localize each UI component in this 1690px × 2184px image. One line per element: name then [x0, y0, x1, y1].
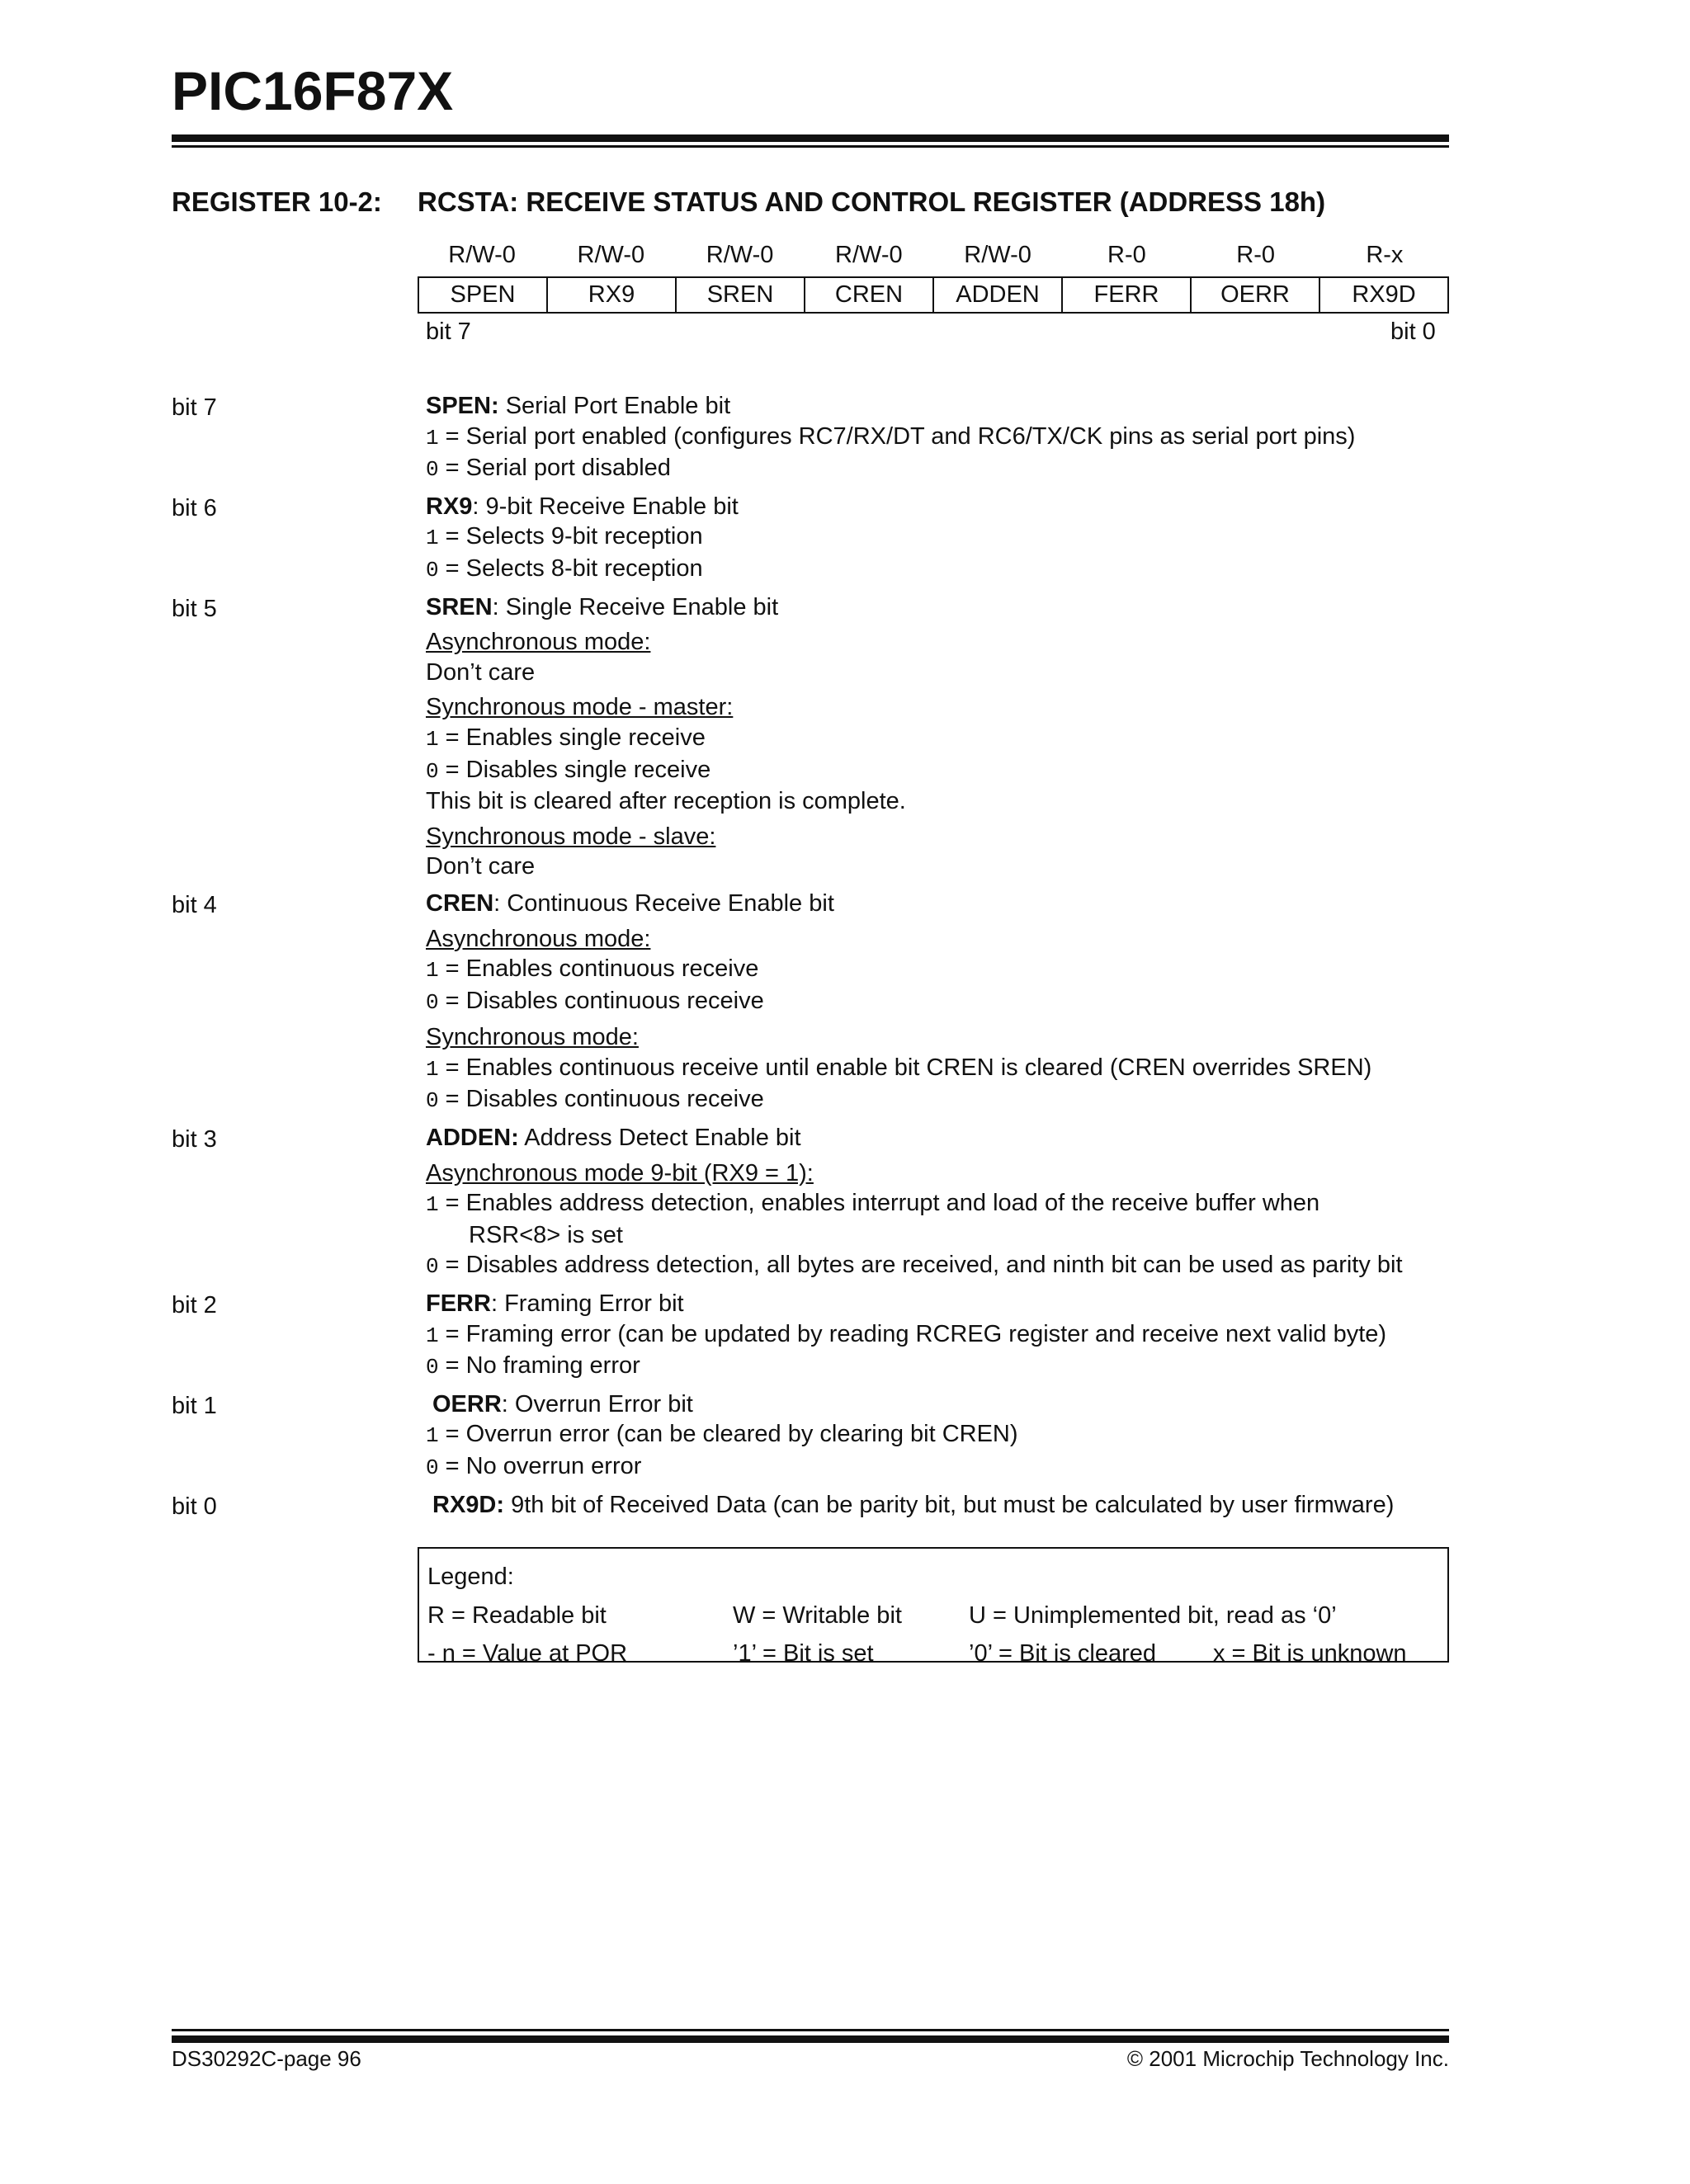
header-rule-thin — [172, 145, 1449, 148]
bit-access-cell: R/W-0 — [835, 242, 903, 268]
register-label: REGISTER 10-2: — [172, 186, 382, 217]
bit-name: SPEN: — [426, 393, 499, 419]
footer-copyright: © 2001 Microchip Technology Inc. — [1126, 2046, 1449, 2071]
bit-value: 0 — [426, 1355, 439, 1380]
mode-heading: Asynchronous mode: — [426, 925, 651, 952]
bit-value-text: = Selects 9-bit reception — [438, 523, 703, 550]
bit-name: OERR — [432, 1390, 502, 1417]
bit-value: 0 — [426, 1254, 439, 1280]
bit-label: bit 5 — [172, 595, 217, 622]
bit-value-text: = No overrun error — [438, 1453, 642, 1479]
bit-value: 1 — [426, 1423, 439, 1449]
bit-value: 0 — [426, 457, 439, 483]
bit-name: RX9 — [426, 493, 473, 520]
bit-1-entry — [172, 1389, 1459, 1484]
bit-value-text: = Disables single receive — [438, 756, 711, 783]
mode-heading: Synchronous mode: — [426, 1024, 639, 1051]
bit-description: : Overrun Error bit — [501, 1390, 693, 1417]
legend-box — [418, 1547, 1449, 1667]
bit-description: : Framing Error bit — [490, 1290, 684, 1318]
bit-value-text: = Framing error (can be updated by reading RCREG register and receive next valid byte) — [438, 1320, 1387, 1347]
bit-name: FERR — [426, 1290, 491, 1318]
mode-text: Don’t care — [426, 853, 536, 880]
mode-heading: Asynchronous mode: — [426, 629, 651, 656]
bit-name: ADDEN: — [426, 1125, 519, 1152]
bit-access-cell: R/W-0 — [964, 242, 1031, 268]
bit-description: : 9-bit Receive Enable bit — [472, 493, 739, 520]
bit-value: 1 — [426, 726, 439, 752]
bit-name-cell: OERR — [1192, 278, 1320, 312]
bit-label: bit 1 — [172, 1392, 217, 1419]
legend-cleared: ’0’ = Bit is cleared — [969, 1640, 1157, 1667]
lsb-label: bit 0 — [1390, 318, 1436, 345]
msb-label: bit 7 — [426, 318, 471, 345]
bit-access-cell: R-0 — [1236, 242, 1275, 268]
bit-access-cell: R/W-0 — [577, 242, 645, 268]
bit-5-entry — [172, 592, 1459, 882]
register-title: RCSTA: RECEIVE STATUS AND CONTROL REGISTER (ADDRESS 18h) — [418, 186, 1326, 217]
mode-heading: Asynchronous mode 9-bit (RX9 = 1): — [426, 1159, 814, 1186]
legend-writable: W = Writable bit — [733, 1602, 902, 1629]
legend-title: Legend: — [427, 1564, 514, 1590]
legend-por: - n = Value at POR — [427, 1640, 628, 1667]
bit-value-text: = Selects 8-bit reception — [438, 554, 703, 582]
bit-name: CREN — [426, 889, 494, 917]
document-title: PIC16F87X — [172, 60, 454, 121]
bit-value: 1 — [426, 425, 439, 450]
footer-rule-thick — [172, 2035, 1449, 2043]
bit-value: 1 — [426, 1192, 439, 1218]
bit-label: bit 0 — [172, 1493, 217, 1520]
bit-3-entry — [172, 1123, 1459, 1282]
bit-value-text: = Serial port enabled (configures RC7/RX/DT and RC6/TX/CK pins as serial port pins) — [438, 422, 1356, 450]
bit-label: bit 7 — [172, 394, 217, 421]
bit-value-text: = Enables address detection, enables interrupt and load of the receive buffer when — [438, 1190, 1320, 1217]
bit-value: 0 — [426, 1088, 439, 1114]
bit-value-continuation: RSR<8> is set — [469, 1221, 623, 1248]
legend-set: ’1’ = Bit is set — [733, 1640, 874, 1667]
bit-0-entry — [172, 1490, 1459, 1521]
bit-description: Serial Port Enable bit — [498, 393, 731, 419]
footer-rule-thin — [172, 2029, 1449, 2031]
bit-value-text: = Enables continuous receive until enable bit CREN is cleared (CREN overrides SREN) — [438, 1054, 1372, 1081]
legend-unimplemented: U = Unimplemented bit, read as ‘0’ — [969, 1602, 1337, 1629]
bit-value-text: = Disables address detection, all bytes are received, and ninth bit can be used as parity bit — [438, 1252, 1403, 1279]
bit-name: SREN — [426, 593, 493, 620]
bit-label: bit 4 — [172, 891, 217, 918]
bit-name-cell: CREN — [805, 278, 934, 312]
bit-value: 1 — [426, 958, 439, 984]
mode-text: Don’t care — [426, 658, 536, 686]
bit-name-cell: ADDEN — [934, 278, 1063, 312]
bit-description: Address Detect Enable bit — [518, 1125, 801, 1152]
bit-2-entry — [172, 1289, 1459, 1383]
bit-descriptions — [172, 391, 1459, 1527]
bit-name-cell: SREN — [677, 278, 805, 312]
bit-value: 0 — [426, 1455, 439, 1480]
bit-names-row — [418, 276, 1449, 314]
mode-heading: Synchronous mode - slave: — [426, 823, 716, 850]
bit-value: 0 — [426, 758, 439, 784]
mode-heading: Synchronous mode - master: — [426, 694, 734, 721]
bit-value-text: = Disables continuous receive — [438, 1086, 764, 1113]
bit-value-text: = Enables continuous receive — [438, 955, 759, 983]
mode-note: This bit is cleared after reception is complete. — [426, 788, 906, 815]
bit-access-row — [418, 242, 1449, 269]
bit-7-entry — [172, 391, 1459, 485]
bit-value-text: = Enables single receive — [438, 724, 706, 751]
bit-6-entry — [172, 492, 1459, 586]
bit-access-cell: R-0 — [1107, 242, 1146, 268]
bit-description: 9th bit of Received Data (can be parity bit, but must be calculated by user firmware) — [504, 1491, 1395, 1518]
bit-access-cell: R/W-0 — [706, 242, 774, 268]
bit-name-cell: FERR — [1063, 278, 1192, 312]
legend-readable: R = Readable bit — [427, 1602, 607, 1629]
footer-page-ref: DS30292C-page 96 — [172, 2046, 361, 2071]
bit-value-text: = No framing error — [438, 1352, 640, 1380]
bit-description: : Continuous Receive Enable bit — [493, 889, 834, 917]
header-rule-thick — [172, 134, 1449, 142]
bit-label: bit 6 — [172, 494, 217, 521]
bit-value: 1 — [426, 526, 439, 551]
bit-access-cell: R-x — [1366, 242, 1404, 268]
bit-access-cell: R/W-0 — [448, 242, 516, 268]
bit-4-entry — [172, 889, 1459, 1116]
bit-name: RX9D: — [432, 1491, 505, 1518]
bit-value-text: = Overrun error (can be cleared by clearing bit CREN) — [438, 1421, 1018, 1448]
bit-label: bit 3 — [172, 1126, 217, 1153]
bit-value: 1 — [426, 1323, 439, 1348]
bit-label: bit 2 — [172, 1292, 217, 1319]
bit-name-cell: SPEN — [419, 278, 548, 312]
bit-name-cell: RX9D — [1352, 281, 1416, 308]
bit-value: 0 — [426, 989, 439, 1015]
bit-value: 0 — [426, 557, 439, 583]
bit-name-cell: RX9 — [548, 278, 677, 312]
bit-value: 1 — [426, 1056, 439, 1082]
bit-value-text: = Serial port disabled — [438, 455, 671, 482]
bit-value-text: = Disables continuous receive — [438, 987, 764, 1014]
legend-unknown: x = Bit is unknown — [1213, 1640, 1407, 1667]
bit-description: : Single Receive Enable bit — [492, 593, 779, 620]
